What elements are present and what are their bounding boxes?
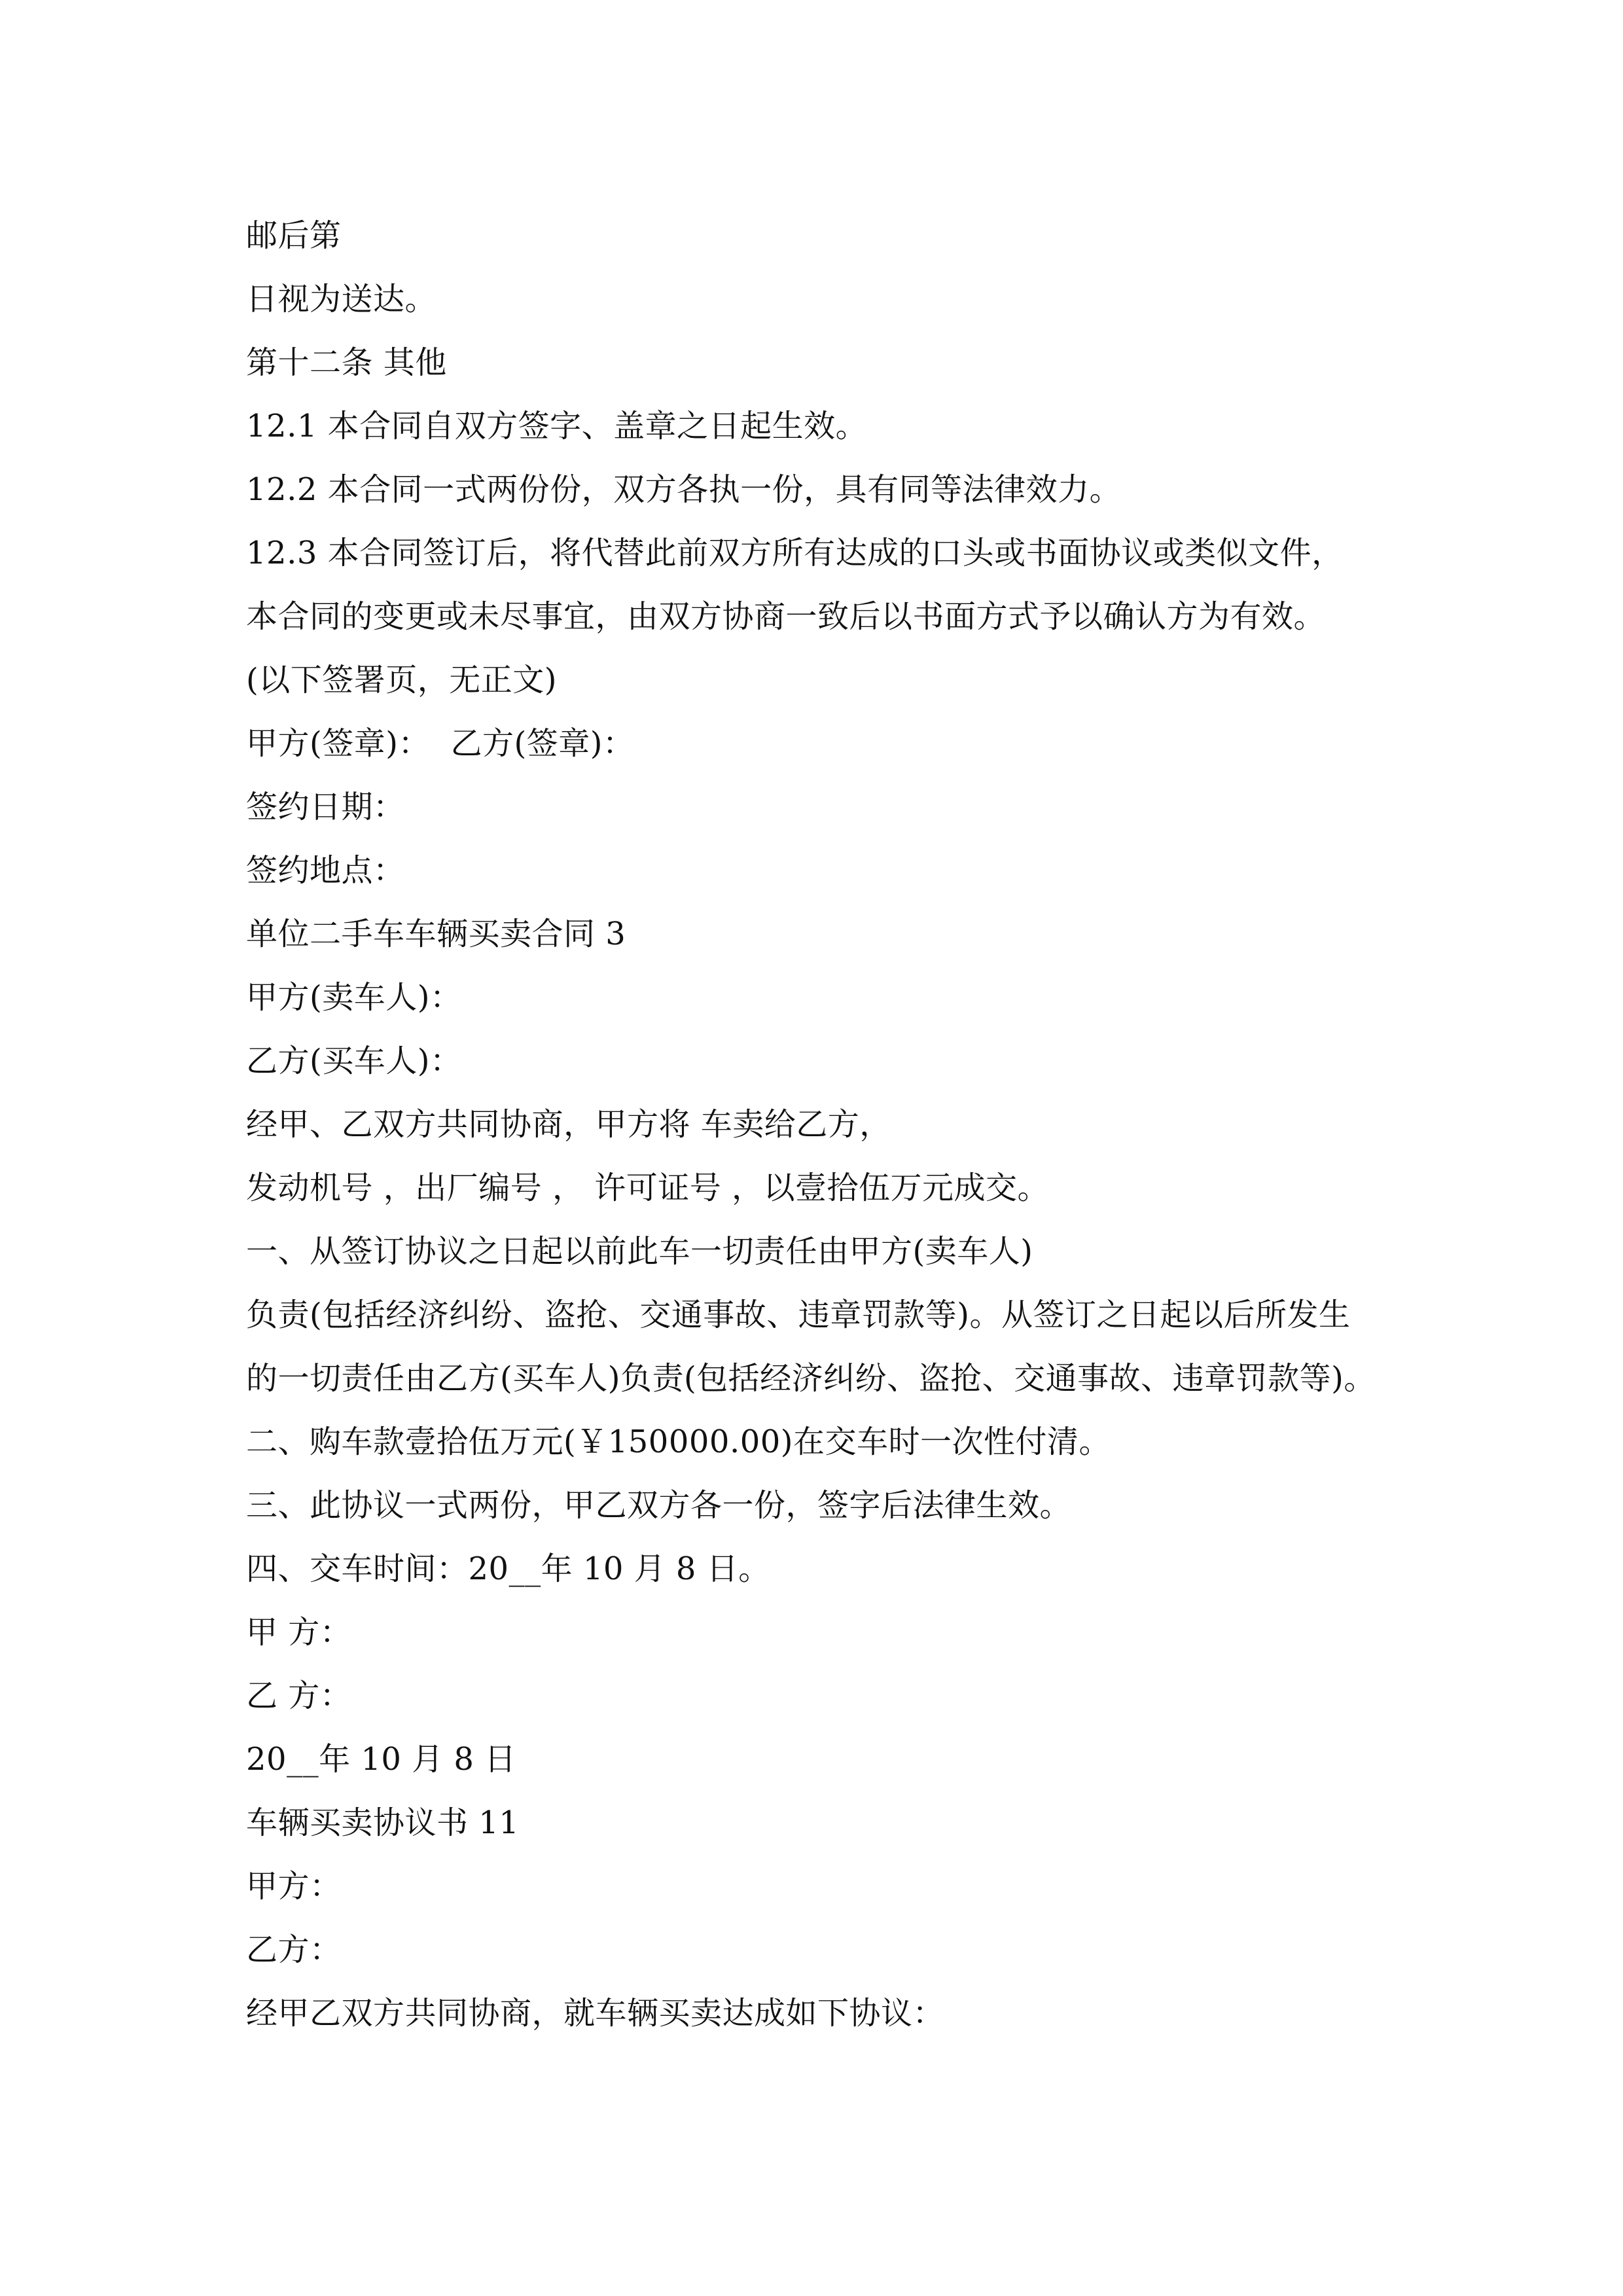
clause-3: 三、此协议一式两份，甲乙双方各一份，签字后法律生效。 [246, 1487, 1072, 1524]
clause-12-2: 12.2 本合同一式两份份，双方各执一份，具有同等法律效力。 [246, 471, 1122, 508]
document-body [246, 204, 1476, 2045]
clause-4: 四、交车时间：20__年 10 月 8 日。 [246, 1551, 770, 1587]
clause-12-1: 12.1 本合同自双方签字、盖章之日起生效。 [246, 408, 868, 444]
party-a: 甲方： [246, 1868, 342, 1905]
agreement-title: 车辆买卖协议书 11 [246, 1804, 520, 1841]
signing-place: 签约地点： [246, 852, 405, 889]
clause-1-continued: 负责(包括经济纠纷、盗抢、交通事故、违章罚款等)。从签订之日起以后所发生 [246, 1297, 1351, 1333]
clause-12-3: 12.3 本合同签订后，将代替此前双方所有达成的口头或书面协议或类似文件， [246, 535, 1344, 571]
party-a-sign: 甲 方： [246, 1614, 352, 1651]
contract-date: 20__年 10 月 8 日 [246, 1741, 516, 1778]
party-b: 乙方： [246, 1931, 342, 1968]
text-line: 日视为送达。 [246, 281, 437, 317]
text-line: 邮后第 [246, 217, 342, 254]
agreement-intro: 经甲、乙双方共同协商，甲方将 车卖给乙方， [246, 1106, 891, 1143]
contract-title: 单位二手车车辆买卖合同 3 [246, 916, 626, 952]
party-a-seller: 甲方(卖车人)： [246, 979, 462, 1016]
clause-1-continued: 的一切责任由乙方(买车人)负责(包括经济纠纷、盗抢、交通事故、违章罚款等)。 [246, 1360, 1376, 1397]
clause-1: 一、从签订协议之日起以前此车一切责任由甲方(卖车人) [246, 1233, 1033, 1270]
vehicle-details: 发动机号 ，出厂编号 ， 许可证号 ，以壹拾伍万元成交。 [246, 1170, 1050, 1206]
party-b-buyer: 乙方(买车人)： [246, 1043, 462, 1079]
clause-12-3-continued: 本合同的变更或未尽事宜，由双方协商一致后以书面方式予以确认方为有效。 [246, 598, 1326, 635]
agreement-intro: 经甲乙双方共同协商，就车辆买卖达成如下协议： [246, 1995, 945, 2032]
party-b-sign: 乙 方： [246, 1677, 352, 1714]
clause-2: 二、购车款壹拾伍万元(￥150000.00)在交车时一次性付清。 [246, 1424, 1111, 1460]
signing-date: 签约日期： [246, 789, 405, 825]
party-signatures: 甲方(签章)： 乙方(签章)： [246, 725, 635, 762]
signature-page-note: (以下签署页，无正文) [246, 662, 557, 698]
section-heading: 第十二条 其他 [246, 344, 447, 381]
